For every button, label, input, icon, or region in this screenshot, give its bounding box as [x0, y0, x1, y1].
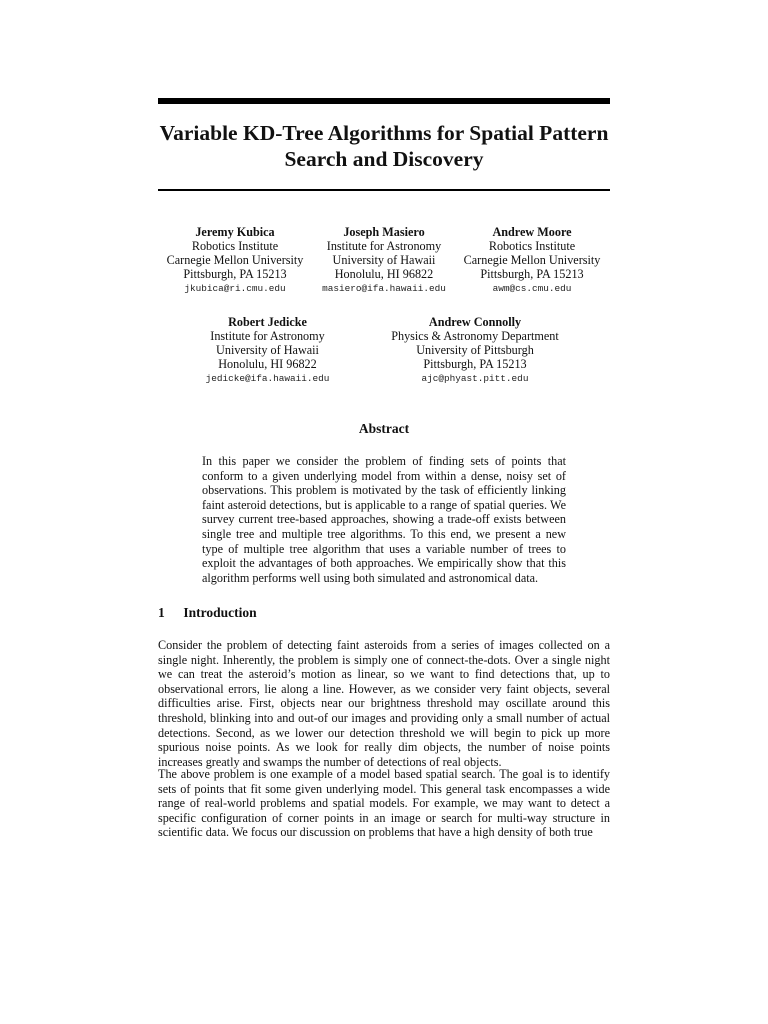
author-address: Pittsburgh, PA 15213 — [423, 357, 527, 371]
author-block — [185, 315, 350, 386]
body-paragraph: The above problem is one example of a model based spatial search. The goal is to identify sets of points that fit some given underlying model. This general task encompasses a wide range of real-world problems and spatial models. For example, we may want to detect a specific configuration of corner points in an image or search for multi-way structure in scientific data. We focus our discussion on problems that have a high density of both true — [158, 767, 610, 840]
author-affiliation: Carnegie Mellon University — [166, 253, 304, 267]
author-email: jedicke@ifa.hawaii.edu — [205, 373, 330, 384]
paper-title: Variable KD-Tree Algorithms for Spatial Pattern Search and Discovery — [159, 121, 609, 171]
author-name: Robert Jedicke — [228, 315, 307, 329]
author-email: awm@cs.cmu.edu — [492, 283, 572, 294]
author-affiliation: Robotics Institute — [488, 239, 576, 253]
author-affiliation: University of Pittsburgh — [416, 343, 534, 357]
author-email: ajc@phyast.pitt.edu — [421, 373, 529, 384]
author-address: Honolulu, HI 96822 — [334, 267, 434, 281]
section-number: 1 — [158, 605, 165, 620]
author-affiliation: Institute for Astronomy — [326, 239, 442, 253]
author-email: jkubica@ri.cmu.edu — [184, 283, 286, 294]
author-name: Andrew Moore — [492, 225, 572, 239]
author-block — [457, 225, 607, 296]
title-top-rule — [158, 98, 610, 104]
author-email: masiero@ifa.hawaii.edu — [322, 283, 446, 294]
body-paragraph: Consider the problem of detecting faint asteroids from a series of images collected on a single night. Inherently, the problem is simply one of connect-the-dots. Over a single night we can treat the asteroid’s motion as linear, so we want to find detections that, up to observational errors, lie along a line. However, as we consider very faint objects, several difficulties arise. First, objects near our brightness threshold may oscillate around this threshold, blinking into and out-of our images and providing only a small number of actual detections. Second, as we lower our detection threshold we will begin to pick up more spurious noise points. As we look for really dim objects, the number of noise points increases greatly and swamps the number of detections of real objects. — [158, 638, 610, 769]
abstract-text: In this paper we consider the problem of finding sets of points that conform to a given underlying model from within a dense, noisy set of observations. This problem is motivated by the task of efficiently linking faint asteroid detections, but is applicable to a range of spatial queries. We survey current tree-based approaches, showing a trade-off exists between single tree and multiple tree algorithms. To this end, we present a new type of multiple tree algorithm that uses a variable number of trees to exploit the advantages of both approaches. We empirically show that this algorithm performs well using both simulated and astronomical data. — [202, 454, 566, 585]
author-affiliation: University of Hawaii — [216, 343, 319, 357]
author-block — [370, 315, 580, 386]
abstract-heading: Abstract — [358, 421, 410, 436]
author-address: Pittsburgh, PA 15213 — [183, 267, 287, 281]
author-name: Andrew Connolly — [428, 315, 522, 329]
author-name: Joseph Masiero — [343, 225, 425, 239]
section-heading — [158, 605, 257, 621]
title-bottom-rule — [158, 189, 610, 191]
author-address: Pittsburgh, PA 15213 — [480, 267, 584, 281]
author-block — [160, 225, 310, 296]
author-affiliation: University of Hawaii — [332, 253, 436, 267]
author-affiliation: Institute for Astronomy — [210, 329, 325, 343]
author-block — [309, 225, 459, 296]
section-title: Introduction — [183, 605, 257, 620]
author-name: Jeremy Kubica — [195, 225, 275, 239]
author-affiliation: Carnegie Mellon University — [463, 253, 601, 267]
author-address: Honolulu, HI 96822 — [218, 357, 317, 371]
author-affiliation: Robotics Institute — [191, 239, 279, 253]
author-affiliation: Physics & Astronomy Department — [391, 329, 559, 343]
